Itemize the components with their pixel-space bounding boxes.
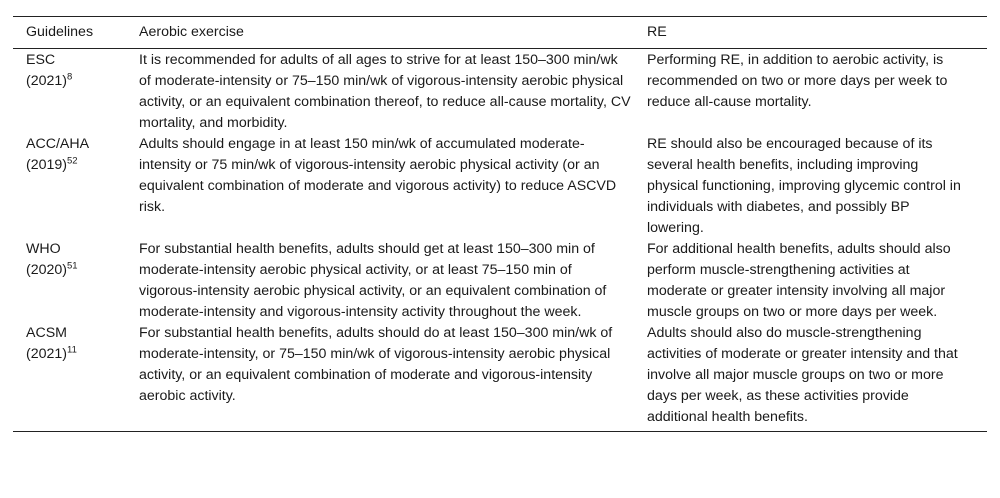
table-row [13, 239, 987, 323]
re-cell: For additional health benefits, adults should also perform muscle-strengthening activities at moderate or greater intensity involving all major muscle groups on two or more days per week. [647, 241, 951, 320]
guidelines-table-container [13, 16, 987, 432]
re-cell: Performing RE, in addition to aerobic activity, is recommended on two or more days per week to reduce all-cause mortality. [647, 52, 948, 110]
guideline-cell [13, 239, 139, 323]
guideline-org: WHO [26, 241, 61, 257]
header-re: RE [647, 17, 987, 49]
reference-superscript: 11 [67, 344, 77, 356]
reference-superscript: 52 [67, 155, 78, 167]
guidelines-table [13, 16, 987, 432]
guideline-cell [13, 49, 139, 135]
reference-superscript: 51 [67, 260, 78, 272]
guideline-year: (2021) [26, 346, 68, 362]
guideline-cell [13, 323, 139, 432]
aerobic-cell: Adults should engage in at least 150 min/wk of accumulated moderate-intensity or 75 min/wk of vigorous-intensity aerobic physical activity (or an equivalent combination of moderate and vigorous activity) to reduce ASCVD risk. [139, 136, 617, 215]
aerobic-cell: It is recommended for adults of all ages to strive for at least 150–300 min/wk of moderate-intensity or 75–150 min/wk of vigorous-intensity aerobic physical activity, or an equivalent combination thereof, to reduce all-cause mortality, CV mortality, and morbidity. [139, 52, 631, 131]
reference-superscript: 8 [67, 71, 73, 83]
guideline-org: ACC/AHA [26, 136, 90, 152]
re-cell: RE should also be encouraged because of its several health benefits, including improving physical functioning, improving glycemic control in individuals with diabetes, and possibly BP lowering. [647, 136, 961, 236]
table-row [13, 134, 987, 239]
header-aerobic-exercise: Aerobic exercise [139, 17, 647, 49]
table-header-row [13, 17, 987, 49]
aerobic-cell: For substantial health benefits, adults should do at least 150–300 min/wk of moderate-intensity, or 75–150 min/wk of vigorous-intensity aerobic physical activity, or an equivalent combination of moderate and vigorous-intensity aerobic activity. [139, 323, 647, 432]
guideline-org: ESC [26, 52, 56, 68]
guideline-year: (2021) [26, 73, 68, 89]
header-guidelines: Guidelines [13, 17, 139, 49]
guideline-org: ACSM [26, 325, 67, 341]
guideline-cell [13, 134, 139, 239]
guideline-year: (2020) [26, 262, 68, 278]
re-cell: Adults should also do muscle-strengthening activities of moderate or greater intensity and that involve all major muscle groups on two or more days per week, as these activities provide additional health benefits. [647, 323, 987, 432]
guideline-year: (2019) [26, 157, 68, 173]
table-row [13, 323, 987, 432]
table-row [13, 49, 987, 135]
aerobic-cell: For substantial health benefits, adults should get at least 150–300 min of moderate-intensity aerobic physical activity, or at least 75–150 min of vigorous-intensity aerobic physical activity, or an equivalent combination of moderate-intensity and vigorous-intensity activity throughout the week. [139, 241, 607, 320]
